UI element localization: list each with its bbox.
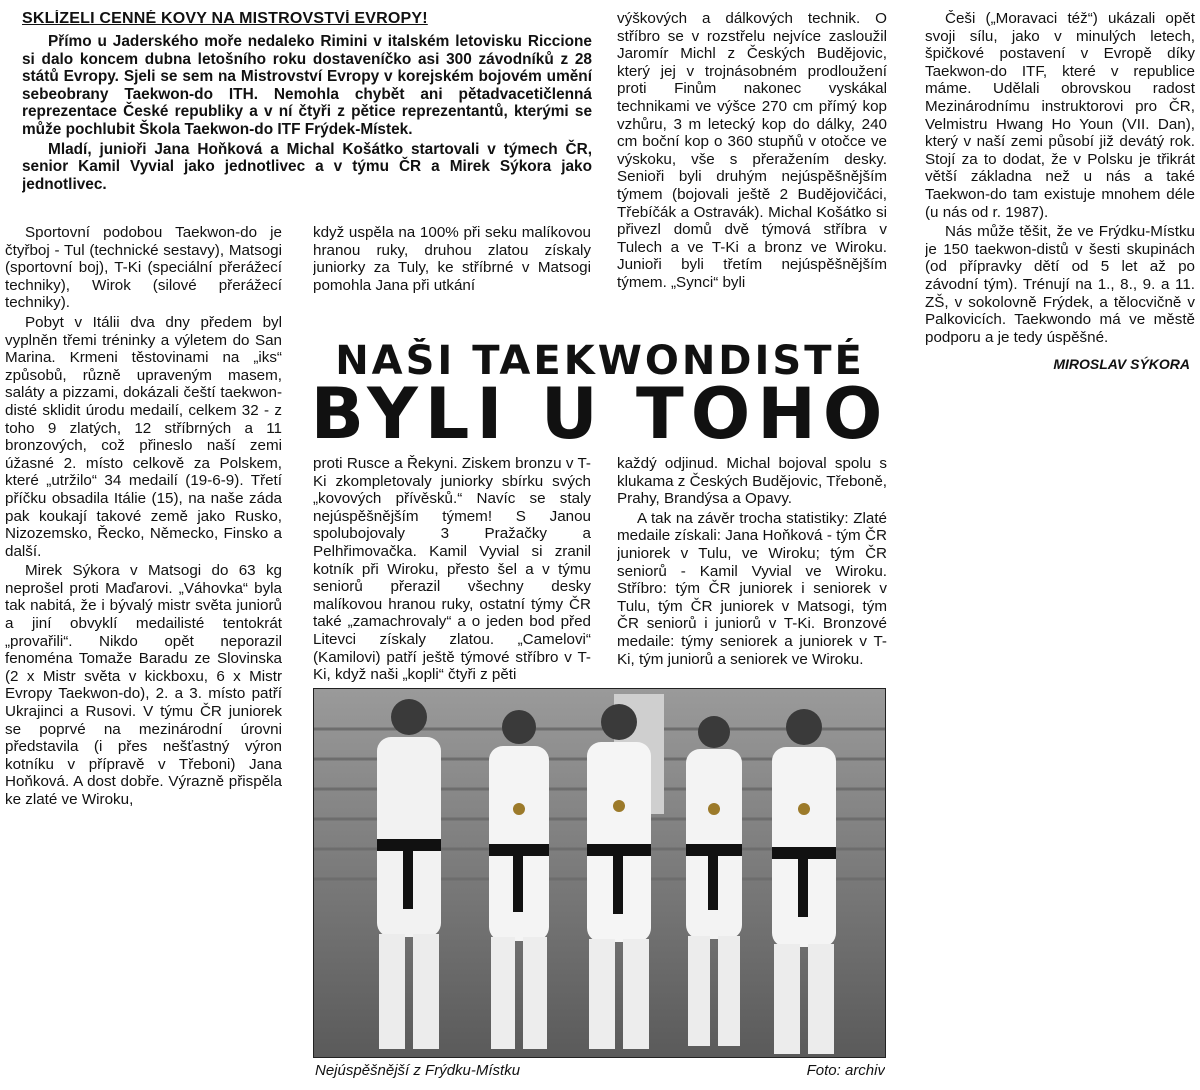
article-lead (22, 33, 592, 218)
author-byline: MIROSLAV SÝKORA (1053, 356, 1190, 372)
headline-line-2: BYLI U TOHO (310, 376, 890, 454)
lead-paragraph-1: Přímo u Jaderského moře nedaleko Rimini v italském letovisku Riccione si dalo koncem dubna letošního roku dostaveníčko asi 300 závodníků z 28 států Evropy. Sjeli se sem na Mistrovství Evropy v korejském bojovém umění sebeobrany Taekwon-do ITH. Nemohla chybět ani pětadvacetičlenná reprezentace České republiky a v ní čtyři z pětice reprezentantů, kterými se může pochlubit Škola Taekwon-do ITF Frýdek-Místek. (22, 33, 592, 138)
column-3-top (617, 10, 887, 336)
col1-paragraph-3: Mirek Sýkora v Matsogi do 63 kg neprošel proti Maďarovi. „Váhovka“ byla tak nabitá, že i bývalý mistr světa juniorů a jiní obvyklí medailisté tentokrát „provařili“. Nikdo opět neporazil fenoména Tomaže Baradu ze Slovinska (2 x Mistr světa v kickboxu, 6 x Mistr Evropy Taekwon-do), 2. a 3. místo patří Ukrajinci a Rusovi. V týmu ČR juniorek se poprvé na mezinárodní úrovni představila (i přes nešťastný výron kotníku v přípravě v Třeboni) Jana Hoňková. A dost dobře. Výrazně přispěla ke zlaté ve Wiroku, (5, 562, 282, 808)
col3-top-paragraph: výškových a dálkových technik. O stříbro se v rozstřelu nejvíce zasloužil Jaromír Michl z Českých Budějovic, který jej v trojnásobném prodloužení proti Finům nakonec vyskákal technikami ve výšce 270 cm přímý kop vzhůru, 3 m letecký kop do dálky, 240 cm boční kop o 360 stupňů v otočce ve výskoku, vše s přeražením desky. Senioři byli druhým nejúspěšnějším týmem (bojovali ještě 2 Budějovičáci, Třebíčák a Ostravák). Michal Košátko si přivezl domů dvě týmová stříbra v Tulech a ve T-Ki a bronz ve Wiroku. Junioři byli třetím nejúspěšnějším týmem. „Synci“ byli (617, 10, 887, 291)
column-2-bottom (313, 455, 591, 685)
team-photo-illustration (314, 689, 886, 1058)
article-kicker: SKLÍZELI CENNÉ KOVY NA MISTROVSTVÍ EVROPY! (22, 10, 428, 27)
col3-bottom-paragraph-1: každý odjinud. Michal bojoval spolu s klukama z Českých Budějovic, Třeboně, Prahy, Brandýsa a Opavy. (617, 455, 887, 508)
col1-paragraph-1: Sportovní podobou Taekwon-do je čtyřboj - Tul (technické sestavy), Matsogi (sportovní boj), T-Ki (speciální přerážecí techniky), Wirok (silové přerážecí techniky). (5, 224, 282, 312)
col2-bottom-paragraph: proti Rusce a Řekyni. Ziskem bronzu v T-Ki zkompletovaly juniorky sbírku svých „kovových přívěsků.“ Navíc se staly nejúspěšnějším týmem! S Janou spolubojovaly 3 Pražačky a Pelhřimovačka. Kamil Vyvial si zranil kotník při Wiroku, přesto šel a v týmu seniorů přerazil všechny desky malíkovou hranou ruky, ostatní týmy ČR také „zamachrovaly“ a o jeden bod před Litevci získaly zlatou. „Camelovi“ (Kamilovi) patří ještě týmové stříbro v T-Ki, když naši „kopli“ čtyři z pěti (313, 455, 591, 684)
col2-top-paragraph: když uspěla na 100% při seku malíkovou hranou ruky, druhou zlatou získaly juniorky za Tuly, ke stříbrné v Matsogi pomohla Jana při utkání (313, 224, 591, 294)
lead-paragraph-2: Mladí, junioři Jana Hoňková a Michal Košátko startovali v týmech ČR, senior Kamil Vyvial jako jednotlivec a v týmu ČR a Mirek Sýkora jako jednotlivec. (22, 140, 592, 193)
team-photo (313, 688, 886, 1058)
col4-paragraph-1: Češi („Moravaci též“) ukázali opět svoji sílu, jako v minulých letech, špičkové postavení v Evropě díky Taekwon-do ITF, které v republice máme. Udělali obrovskou radost Mezinárodnímu instruktorovi pro ČR, Velmistru Hwang Ho Youn (VII. Dan), který v naší zemi působí již devátý rok. Stojí za to dodat, že v Polsku je třikrát větší základna než u nás a také Taekwon-do tam existuje mnohem déle (u nás od r. 1987). (925, 10, 1195, 221)
column-2-top (313, 224, 591, 334)
col4-paragraph-2: Nás může těšit, že ve Frýdku-Místku je 150 taekwon-distů v šesti skupinách (od přípravky dětí od 5 let až po závodní tým). Trénují na 1., 8., 9. a 11. ZŠ, v sokolovně Frýdek, a tělocvičně v Palkovicích. Taekwondo má ve městě podporu a je tedy úspěšné. (925, 223, 1195, 346)
col3-bottom-paragraph-2: A tak na závěr trocha statistiky: Zlaté medaile získali: Jana Hoňková - tým ČR juniorek v Tulu, ve Wiroku; tým ČR seniorů - Kamil Vyvial ve Wiroku. Stříbro: tým ČR juniorek i seniorek v Tulu, tým ČR juniorek v Matsogi, tým ČR seniorů i juniorů v T-Ki. Bronzové medaile: týmy seniorek a juniorek v T-Ki, tým juniorů a seniorek ve Wiroku. (617, 509, 887, 668)
headline-line-1: NAŠI TAEKWONDISTÉ (335, 338, 865, 384)
col1-paragraph-2: Pobyt v Itálii dva dny předem byl vyplněn třemi tréninky a výletem do San Marina. Krmeni těstovinami na „iks“ způsobů, různě upraveným masem, saláty a pizzami, dokázali čeští taekwon-disté sklidit úrodu medailí, celkem 32 - z toho 9 zlatých, 12 stříbrných a 11 bronzových, což přineslo naší zemi úžasné 2. místo celkově za Polskem, které „utržilo“ 34 medailí (19-6-9). Třetí příčku obsadila Itálie (15), na naše záda pak koukají takové země jako Rusko, Nizozemsko, Řecko, Německo, Finsko a další. (5, 313, 282, 560)
column-4 (925, 10, 1195, 365)
column-1 (5, 224, 282, 839)
column-3-bottom (617, 455, 887, 685)
photo-caption: Nejúspěšnější z Frýdku-Místku (315, 1062, 521, 1079)
photo-credit: Foto: archiv (806, 1062, 885, 1079)
